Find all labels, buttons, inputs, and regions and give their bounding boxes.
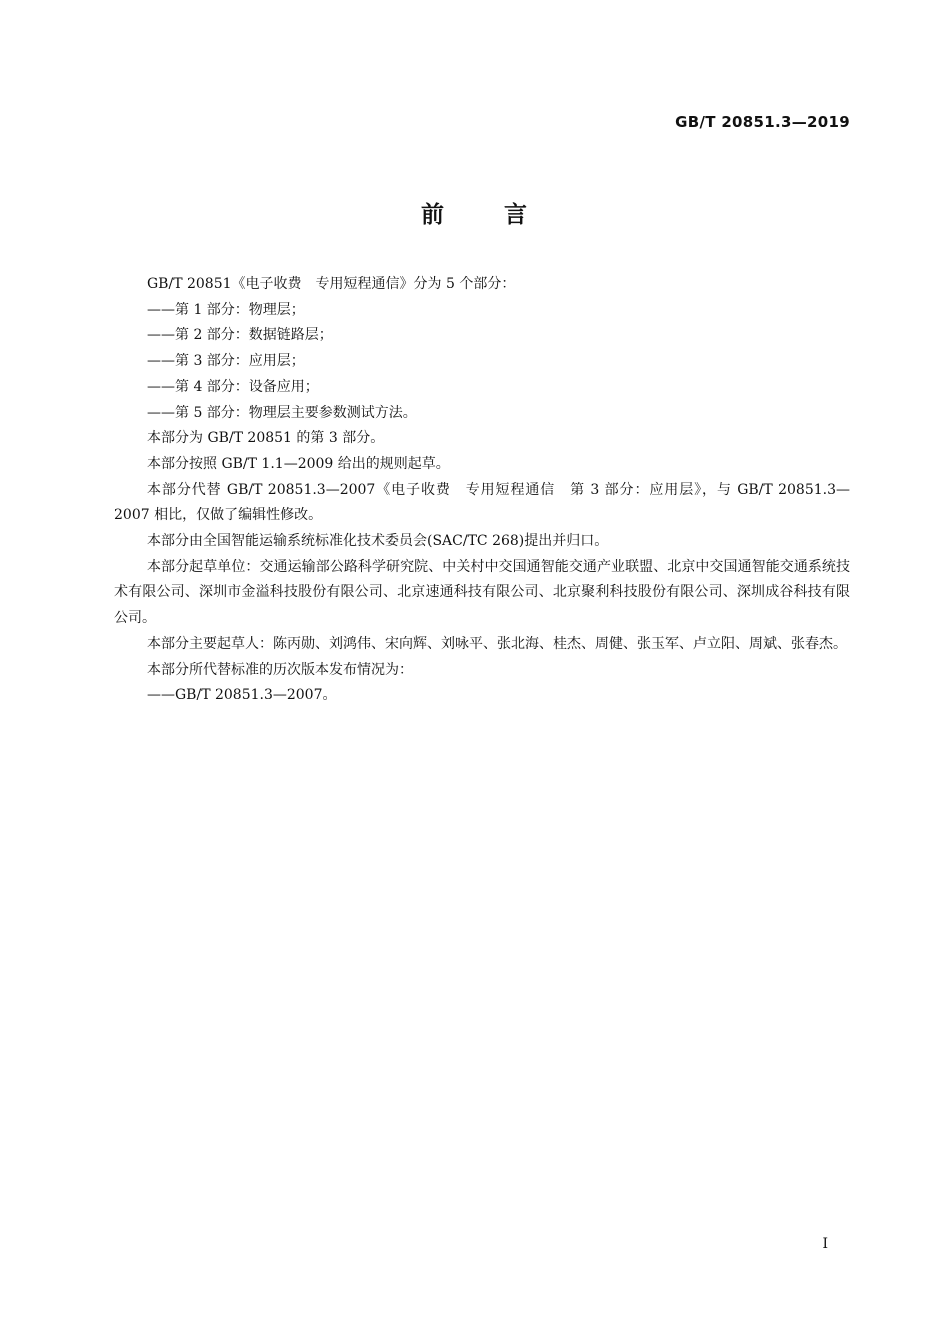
title-char-1: 前 — [421, 202, 446, 228]
title-char-2: 言 — [504, 202, 529, 228]
paragraph-drafting-units: 本部分起草单位：交通运输部公路科学研究院、中关村中交国通智能交通产业联盟、北京中交国通智能交通系统技术有限公司、深圳市金溢科技股份有限公司、北京速通科技有限公司、北京聚利科技股份有限公司、深圳成谷科技有限公司。 — [114, 558, 850, 627]
paragraph-part-statement: 本部分为 GB/T 20851 的第 3 部分。 — [147, 430, 385, 447]
list-item-part-4: ——第 4 部分：设备应用； — [147, 378, 319, 395]
paragraph-history-intro: 本部分所代替标准的历次版本发布情况为： — [147, 661, 413, 678]
list-item-part-1: ——第 1 部分：物理层； — [147, 301, 305, 318]
paragraph-drafting-rules: 本部分按照 GB/T 1.1—2009 给出的规则起草。 — [147, 455, 450, 472]
list-item-history-1: ——GB/T 20851.3—2007。 — [147, 687, 337, 704]
list-item-part-2: ——第 2 部分：数据链路层； — [147, 327, 333, 344]
paragraph-drafters: 本部分主要起草人：陈丙勋、刘鸿伟、宋向辉、刘咏平、张北海、桂杰、周健、张玉军、卢立阳、周斌、张春杰。 — [147, 635, 847, 652]
list-item-part-5: ——第 5 部分：物理层主要参数测试方法。 — [147, 404, 417, 421]
paragraph-parts-intro: GB/T 20851《电子收费 专用短程通信》分为 5 个部分： — [147, 276, 516, 292]
paragraph-committee: 本部分由全国智能运输系统标准化技术委员会(SAC/TC 268)提出并归口。 — [147, 533, 609, 550]
standard-number: GB/T 20851.3—2019 — [675, 113, 850, 131]
paragraph-replacement: 本部分代替 GB/T 20851.3—2007《电子收费 专用短程通信 第 3 部分：应用层》，与 GB/T 20851.3—2007 相比，仅做了编辑性修改。 — [114, 481, 850, 524]
page-number: I — [822, 1236, 828, 1252]
list-item-part-3: ——第 3 部分：应用层； — [147, 353, 305, 370]
foreword-body — [114, 272, 850, 709]
page-title — [0, 196, 950, 229]
